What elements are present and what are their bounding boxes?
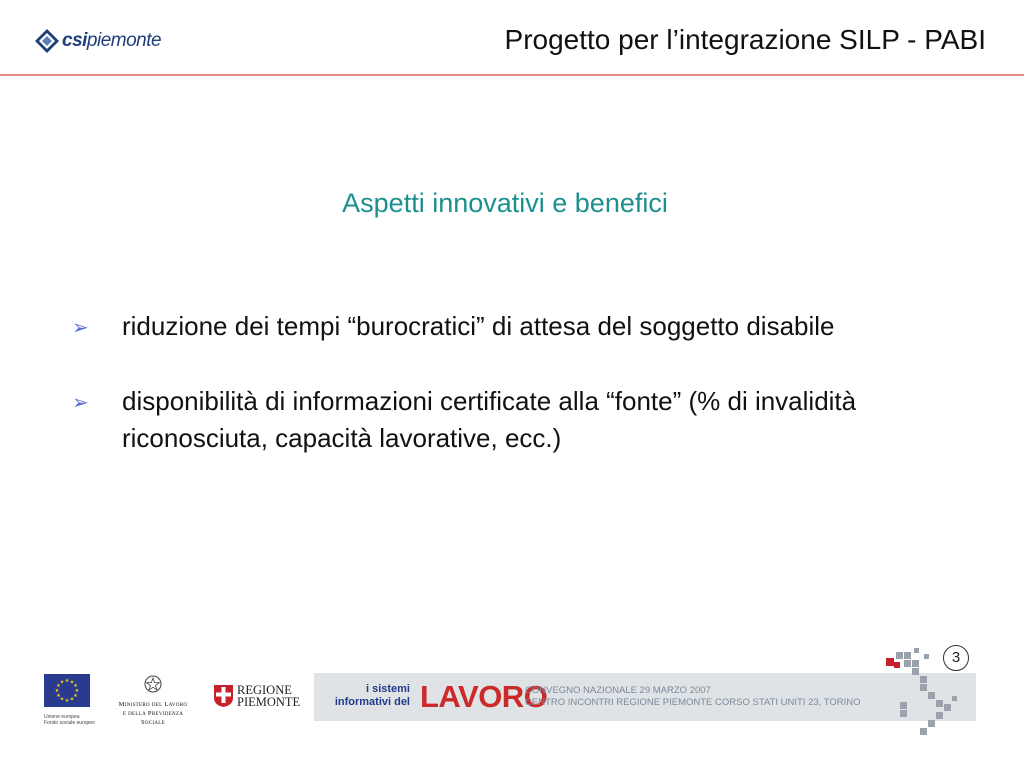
banner-subtitle — [525, 685, 861, 709]
page-number: 3 — [943, 645, 969, 671]
svg-text:★: ★ — [54, 688, 60, 694]
banner-headline: LAVORO — [420, 679, 548, 714]
svg-text:★: ★ — [56, 683, 61, 689]
eu-caption — [44, 714, 104, 726]
regione-piemonte-logo — [213, 684, 300, 708]
eu-caption-line: Fondo sociale europeo — [44, 720, 95, 726]
ministry-line: Ministero del Lavoro — [118, 701, 188, 708]
eu-flag-icon — [44, 674, 90, 707]
svg-text:★: ★ — [59, 679, 65, 686]
bullet-item — [72, 308, 972, 347]
svg-text:★: ★ — [56, 693, 61, 699]
bullet-text: disponibilità di informazioni certificate alla “fonte” (% di invalidità riconosciuta, capacità lavorative, ecc.) — [122, 386, 857, 453]
bullet-item — [72, 383, 972, 457]
logo-wordmark — [62, 30, 161, 52]
header-divider — [0, 74, 1024, 76]
piemonte-shield-icon — [213, 684, 234, 708]
svg-text:★: ★ — [73, 693, 78, 699]
csi-piemonte-logo — [34, 26, 161, 56]
svg-text:★: ★ — [73, 683, 78, 689]
logo-prefix: csi — [62, 30, 87, 51]
pixel-italy-map-icon — [880, 642, 970, 737]
ministry-logo — [112, 674, 194, 727]
csi-diamond-logo-icon — [34, 28, 60, 54]
ministry-line: e della Previdenza Sociale — [122, 710, 184, 726]
eu-logo — [44, 674, 104, 726]
bullet-text: riduzione dei tempi “burocratici” di attesa del soggetto disabile — [122, 311, 835, 341]
regione-line: PIEMONTE — [237, 695, 301, 709]
svg-text:★: ★ — [74, 688, 80, 694]
banner-kicker-line: informativi del — [334, 696, 410, 708]
italian-emblem-icon — [143, 674, 163, 694]
event-banner — [314, 673, 976, 721]
bullet-list — [72, 308, 972, 493]
banner-kicker — [328, 683, 410, 709]
svg-text:★: ★ — [59, 696, 65, 703]
svg-text:★: ★ — [69, 679, 75, 686]
svg-text:★: ★ — [64, 698, 70, 704]
svg-text:★: ★ — [64, 678, 70, 684]
banner-kicker-line: i sistemi — [365, 683, 410, 695]
banner-subtitle-line: CENTRO INCONTRI REGIONE PIEMONTE CORSO STATI UNITI 23, TORINO — [525, 697, 861, 708]
regione-line: REGIONE — [237, 683, 292, 697]
logo-suffix: piemonte — [86, 30, 162, 51]
svg-text:★: ★ — [69, 696, 75, 703]
arrowhead-bullet-icon: ➢ — [72, 392, 89, 414]
arrowhead-bullet-icon: ➢ — [72, 317, 89, 339]
eu-caption-line: Unione europea — [44, 714, 80, 720]
section-title: Aspetti innovativi e benefici — [342, 188, 668, 218]
banner-subtitle-line: CONVEGNO NAZIONALE 29 MARZO 2007 — [525, 685, 711, 696]
header-title: Progetto per l’integrazione SILP - PABI — [504, 24, 986, 55]
regione-wordmark — [237, 684, 300, 708]
